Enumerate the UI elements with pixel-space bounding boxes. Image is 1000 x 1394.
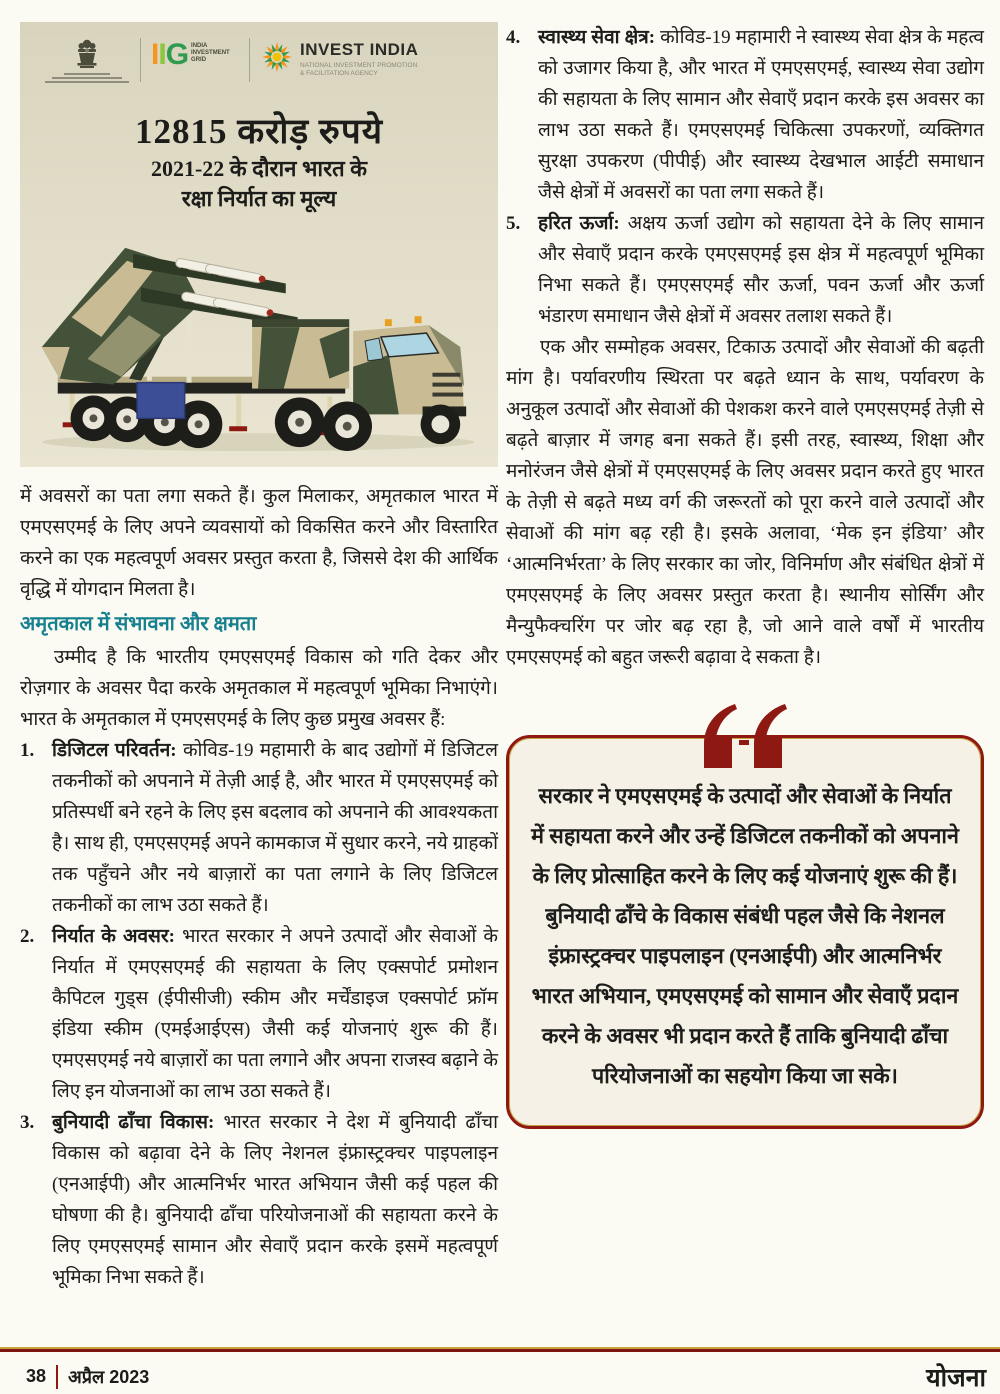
iig-letters: IIG	[151, 38, 189, 71]
issue-date: अप्रैल 2023	[68, 1366, 150, 1387]
list-content: भारत सरकार ने देश में बुनियादी ढाँचा विकास को बढ़ावा देने के लिए नेशनल इंफ्रास्ट्रक्चर पाइपलाइन (एनआईपी) और आत्मनिर्भर भारत अभियान जैसी कई पहल की घोषणा की है। बुनियादी ढाँचा परियोजनाओं की सहायता करने के लिए एमएसएमई सामान और सेवाएँ प्रदान करके इसमें महत्वपूर्ण भूमिका निभा सकते हैं।	[52, 1112, 498, 1288]
body-paragraph: उम्मीद है कि भारतीय एमएसएमई विकास को गति देकर और रोज़गार के अवसर पैदा करके अमृतकाल में महत्वपूर्ण भूमिका निभाएंगे। भारत के अमृतकाल में एमएसएमई के लिए कुछ प्रमुख अवसर हैं:	[20, 647, 498, 730]
quote-mark-icon	[699, 704, 791, 768]
list-content: कोविड-19 महामारी के बाद उद्योगों में डिजिटल तकनीकों को अपनाने में तेज़ी आई है, और भारत में एमएसएमई को प्रतिस्पर्धी बने रहने के लिए इस बदलाव को अपनाने की आवश्यकता है। साथ ही, एमएसएमई अपने कामकाज में सुधार करने, नये ग्राहकों तक पहुँचने और नये बाज़ारों का पता लगाने के लिए डिजिटल तकनीकों का लाभ उठा सकते हैं।	[52, 740, 498, 916]
list-number: 3.	[20, 1112, 35, 1133]
list-number: 5.	[506, 213, 521, 234]
list-number: 1.	[20, 740, 35, 761]
infographic-subline-2: रक्षा निर्यात का मूल्य	[181, 186, 337, 211]
infographic-subline-1: 2021-22 के दौरान भारत के	[150, 156, 368, 181]
body-paragraph: एक और सम्मोहक अवसर, टिकाऊ उत्पादों और सेवाओं की बढ़ती मांग है। पर्यावरणीय स्थिरता पर बढ़ते ध्यान के साथ, पर्यावरण के अनुकूल उत्पादों और सेवाओं की पेशकश करने वाले एमएसएमई तेज़ी से बढ़ते बाज़ार में जगह बना सकते हैं। इसी तरह, स्वास्थ्य, शिक्षा और मनोरंजन जैसे क्षेत्रों में एमएसएमई के लिए अवसर प्रदान करते हुए भारत के तेज़ी से बढ़ते मध्य वर्ग की जरूरतों को पूरा करने वाले उत्पादों और सेवाओं की मांग बढ़ रही है। इसके अलावा, ‘मेक इन इंडिया’ और ‘आत्मनिर्भरता’ के लिए सरकार का जोर, विनिर्माण और संबंधित क्षेत्रों में एमएसएमई के लिए अवसर प्रस्तुत करता है। स्थानीय सोर्सिंग और मैन्युफैक्चरिंग पर जोर बढ़ रहा है, जो आने वाले वर्षों में भारतीय एमएसएमई को बहुत जरूरी बढ़ावा दे सकता है।	[506, 337, 984, 668]
list-number: 4.	[506, 27, 521, 48]
list-text	[538, 22, 984, 208]
india-emblem-icon	[72, 36, 102, 70]
list-item	[20, 921, 498, 1107]
section-heading: अमृतकाल में संभावना और क्षमता	[20, 613, 257, 635]
emblem-caption-lines	[44, 73, 130, 83]
page-number: 38	[26, 1366, 47, 1386]
brand-bar	[30, 36, 488, 85]
list-content: कोविड-19 महामारी ने स्वास्थ्य सेवा क्षेत्र के महत्व को उजागर किया है, और भारत में एमएसएमई, स्वास्थ्य सेवा उद्योग की सहायता के लिए सामान और सेवाएँ प्रदान करके इस अवसर का लाभ उठा सकते हैं। एमएसएमई चिकित्सा उपकरणों, व्यक्तिगत सुरक्षा उपकरण (पीपीई) और स्वास्थ्य देखभाल आईटी समाधान जैसे क्षेत्रों में अवसरों का पता लगा सकते हैं।	[538, 27, 984, 203]
list-item	[506, 208, 984, 332]
missile-launcher-truck-icon	[30, 228, 486, 456]
list-label: स्वास्थ्य सेवा क्षेत्र:	[538, 27, 656, 48]
list-number: 2.	[20, 926, 35, 947]
iig-caption: INDIA INVESTMENT GRID	[191, 43, 230, 63]
defence-export-infographic	[20, 22, 498, 467]
invest-india-title: INVEST INDIA	[300, 40, 419, 59]
footer-divider	[56, 1365, 58, 1389]
page-footer	[0, 1347, 1000, 1391]
invest-india-caption: NATIONAL INVESTMENT PROMOTION & FACILITATION AGENCY	[300, 62, 418, 77]
list-item	[506, 22, 984, 208]
list-item	[20, 735, 498, 921]
list-label: डिजिटल परिवर्तन:	[52, 740, 177, 761]
list-label: हरित ऊर्जा:	[538, 213, 620, 234]
right-column	[506, 22, 984, 1129]
magazine-name: योजना	[926, 1364, 986, 1392]
list-label: निर्यात के अवसर:	[52, 926, 175, 947]
list-text	[538, 208, 984, 332]
missile-truck-illustration	[30, 228, 488, 461]
list-content: अक्षय ऊर्जा उद्योग को सहायता देने के लिए सामान और सेवाएँ प्रदान करके एमएसएमई इस क्षेत्र में महत्वपूर्ण भूमिका निभा सकते हैं। एमएसएमई सौर ऊर्जा, पवन ऊर्जा और ऊर्जा भंडारण समाधान जैसे क्षेत्रों में अवसर तलाश सकते हैं।	[538, 213, 984, 327]
infographic-headline: 12815 करोड़ रुपये	[134, 112, 384, 151]
list-text	[52, 735, 498, 921]
list-content: भारत सरकार ने अपने उत्पादों और सेवाओं के निर्यात में एमएसएमई की सहायता के लिए एक्सपोर्ट प्रमोशन कैपिटल गुड्स (ईपीसीजी) स्कीम और मर्चेंडाइज एक्सपोर्ट फ्रॉम इंडिया स्कीम (एमईआईएस) जैसी कई योजनाएं शुरू की हैं। एमएसएमई नये बाज़ारों का पता लगाने और अपना राजस्व बढ़ाने के लिए इन योजनाओं का लाभ उठा सकते हैं।	[52, 926, 498, 1102]
pull-quote-box	[506, 735, 984, 1129]
invest-india-logo	[260, 40, 420, 78]
body-paragraph: में अवसरों का पता लगा सकते हैं। कुल मिलाकर, अमृतकाल भारत में एमएसएमई के लिए अपने व्यवसायों को विकसित करने और विस्तारित करने का एक महत्वपूर्ण अवसर प्रस्तुत करता है, जिससे देश की आर्थिक वृद्धि में योगदान मिलता है।	[20, 486, 498, 600]
list-text	[52, 921, 498, 1107]
logo-divider	[140, 38, 141, 82]
list-item	[20, 1107, 498, 1293]
left-column	[20, 22, 498, 1293]
invest-india-text	[300, 40, 420, 78]
iig-logo	[151, 40, 239, 70]
footer-row	[0, 1352, 1000, 1394]
list-text	[52, 1107, 498, 1293]
logo-divider	[249, 38, 250, 82]
list-label: बुनियादी ढाँचा विकास:	[52, 1112, 215, 1133]
sunburst-icon	[260, 40, 294, 74]
india-emblem-logo	[44, 36, 130, 85]
pull-quote-text: सरकार ने एमएसएमई के उत्पादों और सेवाओं के निर्यात में सहायता करने और उन्हें डिजिटल तकनीकों को अपनाने के लिए प्रोत्साहित करने के लिए कई योजनाएं शुरू की हैं। बुनियादी ढाँचे के विकास संबंधी पहल जैसे कि नेशनल इंफ्रास्ट्रक्चर पाइपलाइन (एनआईपी) और आत्मनिर्भर भारत अभियान, एमएसएमई को सामान और सेवाएँ प्रदान करने के अवसर भी प्रदान करते हैं ताकि बुनियादी ढाँचा परियोजनाओं का सहयोग किया जा सके।	[531, 784, 959, 1088]
